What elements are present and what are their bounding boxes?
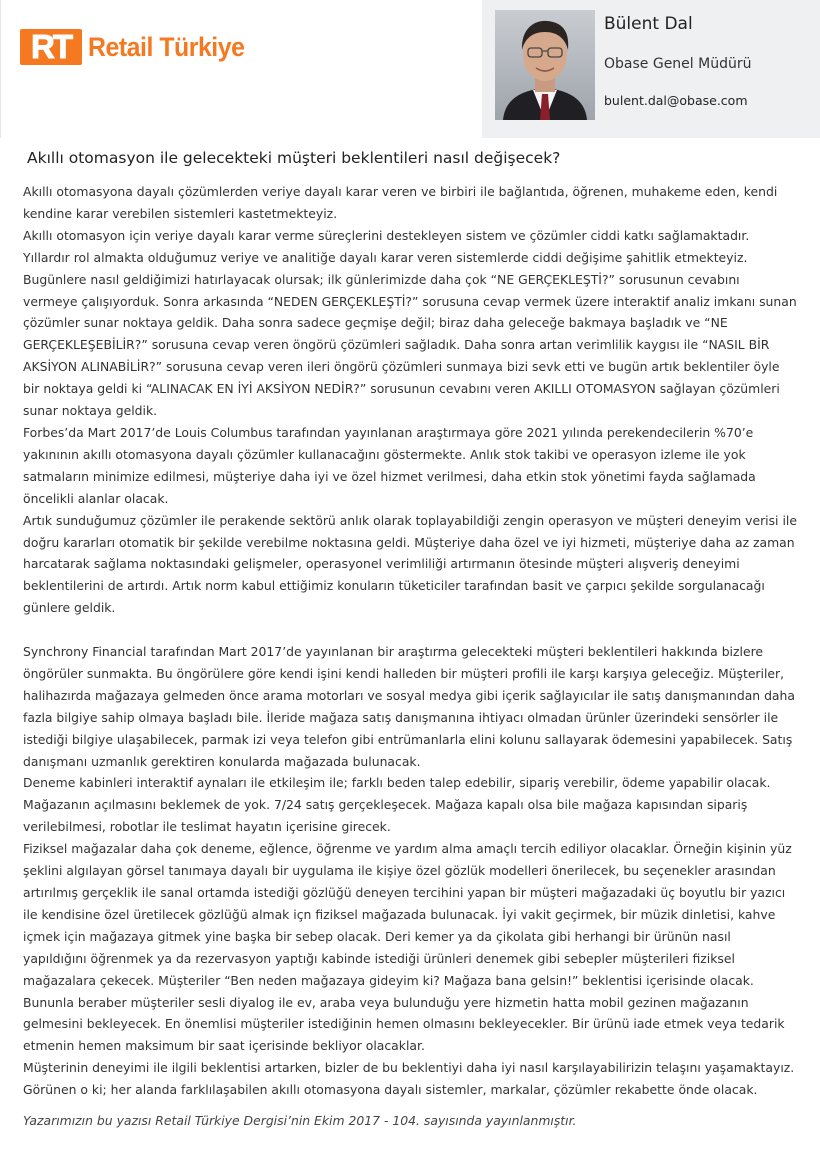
page-header	[0, 0, 820, 138]
author-photo	[495, 10, 595, 120]
paragraph-spacer	[23, 619, 798, 641]
author-name: Bülent Dal	[604, 14, 693, 34]
article	[23, 148, 798, 1131]
article-paragraph: Akıllı otomasyona dayalı çözümlerden veriye dayalı karar veren ve birbiri ile bağlantıda, öğrenen, muhakeme eden, kendi kendine karar verebilen sistemleri kastetmekteyiz.	[23, 184, 778, 221]
retail-turkiye-logo[interactable]	[20, 28, 258, 66]
article-paragraph: Artık sunduğumuz çözümler ile perakende sektörü anlık olarak toplayabildiği zengin operasyon ve müşteri deneyim verisi ile doğru kararları otomatik bir şekilde verebilme noktasına geldi. Müşteriye daha özel ve iyi hizmeti, müşteriye daha az zaman harcatarak sağlama noktasındaki gelişmeler, operasyonel verimliliği artırmanın ötesinde müşteri alışveriş deneyimi beklentilerini de artırdı. Artık norm kabul ettiğimiz konuların tüketiciler tarafından basit ve çarpıcı şekilde sorgulanacağı günlere geldik.	[23, 512, 797, 616]
article-paragraph: Forbes’da Mart 2017’de Louis Columbus tarafından yayınlanan araştırmaya göre 2021 yılında perekendecilerin %70’e yakınının akıllı otomasyona dayalı çözümler kullanacağını göstermekte. Anlık stok takibi ve operasyon izleme ile yok satmaların minimize edilmesi, müşteriye daha iyi ve özel hizmet verilmesi, daha etkin stok yönetimi fayda sağlamada öncelikli alanlar olacak.	[23, 424, 756, 506]
author-title: Obase Genel Müdürü	[604, 56, 752, 72]
logo-text: Retail Türkiye	[88, 32, 245, 62]
article-paragraph: Fiziksel mağazalar daha çok deneme, eğlence, öğrenme ve yardım alma amaçlı tercih ediliyor olacaklar. Örneğin kişinin yüz şeklini algılayan görsel tanımaya dayalı bir uygulama ile kişiye özel gözlük modelleri önerilecek, bu seçenekler arasından artırılmış gerçeklik ile sanal ortamda istediği gözlüğü deneyen tercihini yapan bir müşteri mağazadaki üç boyutlu bir yazıcı ile kendisine özel üretilecek gözlüğü almak içn fiziksel mağazada bulunacak. İyi vakit geçirmek, bir müzik dinletisi, kahve içmek için mağazaya gitmek yine başka bir sebep olacak. Deri kemer ya da çikolata gibi herhangi bir ürünün nasıl yapıldığını öğrenmek ya da rezervasyon yaptığı kabinde istediği ürünleri denemek gibi sebepler müşterileri fiziksel mağazalara çekecek. Müşteriler “Ben neden mağazaya gideyim ki? Mağaza bana gelsin!” beklentisi içerisinde olacak. Bununla beraber müşteriler sesli diyalog ile ev, araba veya bulunduğu yere hizmetin hatta mobil gezinen mağazanın gelmesini bekleyecek. En önemlisi müşteriler istediğinin hemen olmasını bekleyecekler. Bir ürünü iade etmek veya tedarik etmenin hemen maksimum bir saat içerisinde bekliyor olacaklar.	[23, 841, 792, 1054]
article-paragraph: Deneme kabinleri interaktif aynaları ile etkileşim ile; farklı beden talep edebilir, sipariş verebilir, ödeme yapabilir olacak. Mağazanın açılmasını beklemek de yok. 7/24 satış gerçekleşecek. Mağaza kapalı olsa bile mağaza kapısından sipariş verilebilmesi, robotlar ile teslimat hayatın içerisine girecek.	[23, 775, 771, 835]
article-paragraph: Müşterinin deneyimi ile ilgili beklentisi artarken, bizler de bu beklentiyi daha iyi nasıl karşılayabilirizin telaşını yaşamaktayız. Görünen o ki; her alanda farklılaşabilen akıllı otomasyona dayalı sistemler, markalar, çözümler rekabette önde olacak.	[23, 1060, 795, 1098]
article-footnote: Yazarımızın bu yazısı Retail Türkiye Dergisi’nin Ekim 2017 - 104. sayısında yayınlanmıştır.	[23, 1113, 577, 1129]
author-card	[482, 0, 820, 138]
article-paragraph: Akıllı otomasyon için veriye dayalı karar verme süreçlerini destekleyen sistem ve çözümler ciddi katkı sağlamaktadır. Yıllardır rol almakta olduğumuz veriye ve analitiğe dayalı karar veren sistemlerde ciddi değişime şahitlik etmekteyiz. Bugünlere nasıl geldiğimizi hatırlayacak olursak; ilk günlerimizde daha çok “NE GERÇEKLEŞTİ?” sorusunun cevabını vermeye çalışıyorduk. Sonra arkasında “NEDEN GERÇEKLEŞTİ?” sorusuna cevap vermek üzere interaktif analiz imkanı sunan çözümler sunar noktaya geldik. Daha sonra sadece geçmişe değil; biraz daha geleceğe bakmaya başladık ve “NE GERÇEKLEŞEBİLİR?” sorusuna cevap veren öngörü çözümleri sağladık. Daha sonra artan verimlilik kaygısı ile “NASIL BİR AKSİYON ALINABİLİR?” sorusuna cevap veren ileri öngörü çözümleri sunmaya bizi sevk etti ve bugün artık beklentiler öyle bir noktaya geldi ki “ALINACAK EN İYİ AKSİYON NEDİR?” sorusunun cevabını veren AKILLI OTOMASYON sağlayan çözümleri sunar noktaya geldik.	[23, 227, 797, 419]
divider	[0, 0, 1, 138]
article-title: Akıllı otomasyon ile gelecekteki müşteri beklentileri nasıl değişecek?	[27, 149, 561, 167]
article-paragraph: Synchrony Financial tarafından Mart 2017’de yayınlanan bir araştırma gelecekteki müşteri beklentileri hakkında bizlere öngörüler sunmakta. Bu öngörülere göre kendi işini kendi halleden bir müşteri profili ile karşı karşıya geleceğiz. Müşteriler, halihazırda mağazaya gelmeden önce arama motorları ve sosyal medya gibi içerik sağlayıcılar ile satış danışmanından daha fazla bilgiye sahip olmaya başladı bile. İleride mağaza satış danışmanına ihtiyacı olmadan ürünler üzerindeki sensörler ile istediği bilgiye ulaşabilecek, parmak izi veya telefon gibi entrümanlarla elini kolunu sallayarak ödemesini yapabilecek. Satış danışmanı uzmanlık gerektiren konularda mağazada bulunacak.	[23, 644, 795, 769]
author-portrait-image	[495, 10, 595, 120]
logo-mark	[20, 29, 82, 65]
logo-mark-text: RT	[31, 28, 71, 65]
author-email-link[interactable]: bulent.dal@obase.com	[604, 93, 748, 108]
